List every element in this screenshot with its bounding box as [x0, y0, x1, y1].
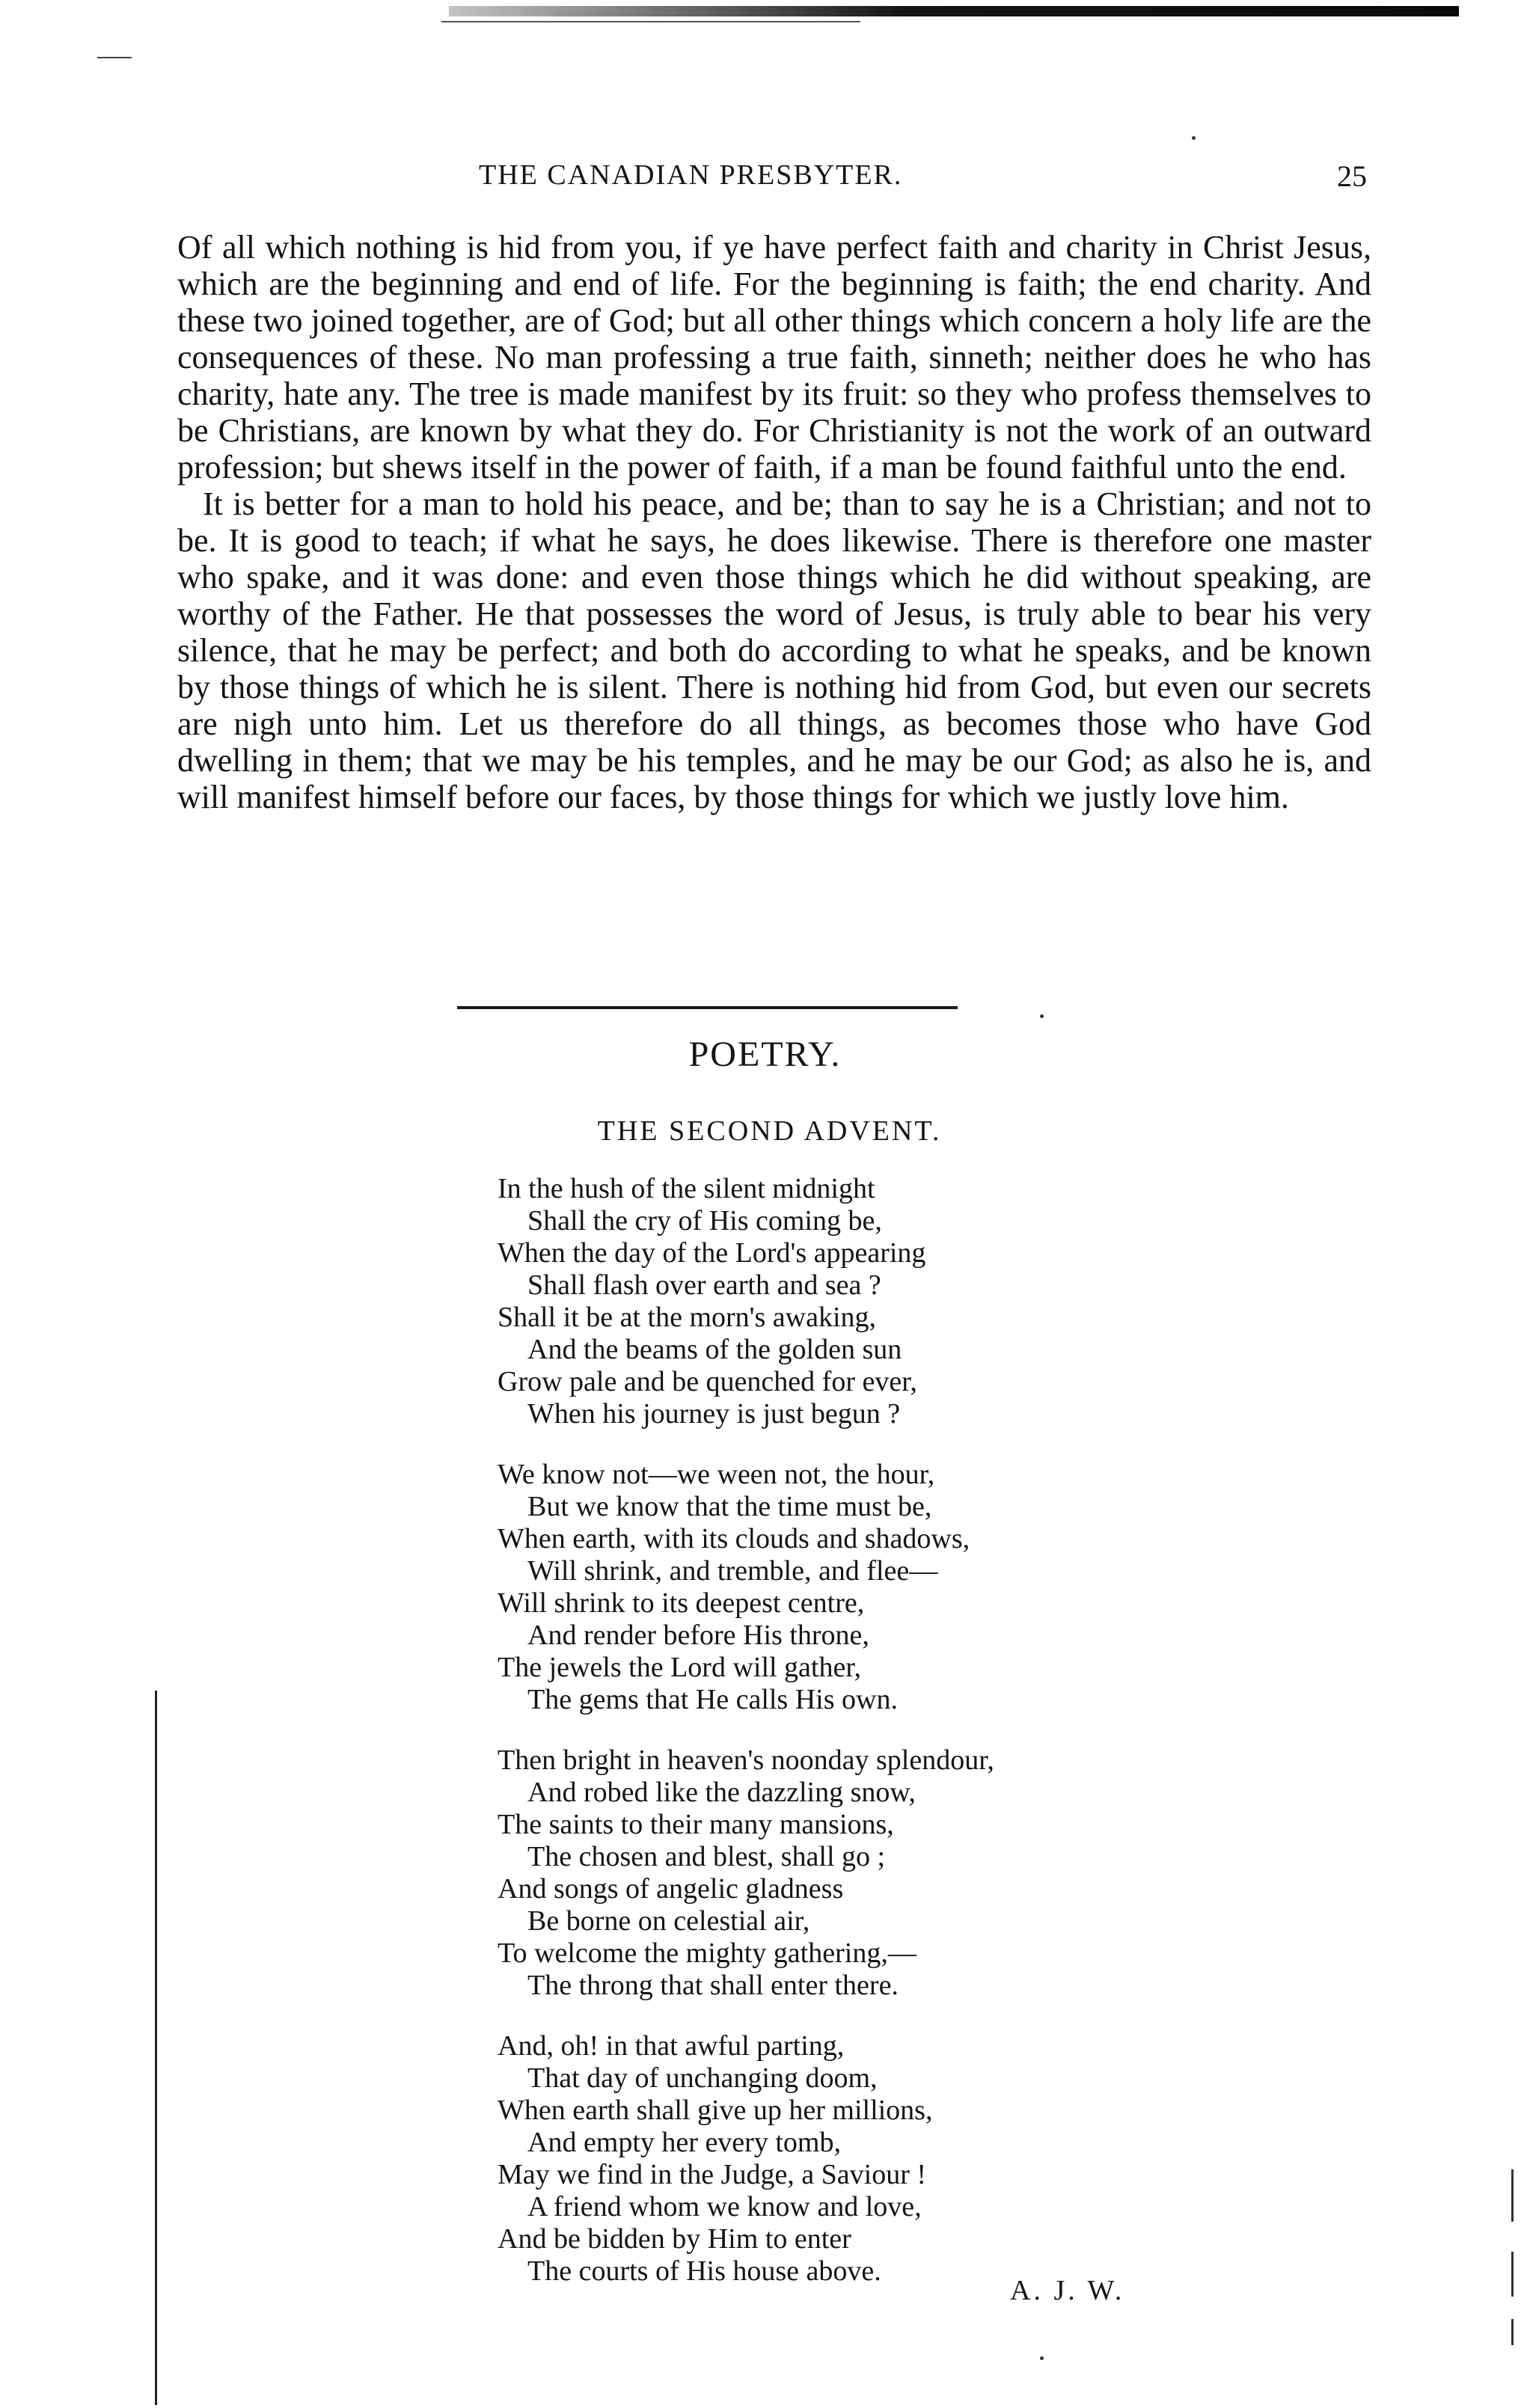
poem-line: That day of unchanging doom, [527, 2062, 878, 2094]
poem [498, 1173, 1321, 2316]
poem-line: When the day of the Lord's appearing [498, 1237, 926, 1269]
print-speck [1040, 2356, 1044, 2360]
poem-line: Shall flash over earth and sea ? [527, 1269, 881, 1301]
poem-line: And empty her every tomb, [527, 2127, 841, 2158]
poem-line: But we know that the time must be, [527, 1491, 932, 1522]
corner-mark [97, 57, 132, 58]
poem-line: And be bidden by Him to enter [498, 2223, 851, 2255]
poem-stanza [498, 2030, 1321, 2288]
poem-line: And, oh! in that awful parting, [498, 2030, 845, 2062]
poem-line: To welcome the mighty gathering,— [498, 1937, 916, 1969]
poem-line: The throng that shall enter there. [527, 1970, 899, 2001]
poem-line: When earth shall give up her millions, [498, 2095, 933, 2126]
poem-line: Will shrink, and tremble, and flee— [527, 1555, 938, 1587]
poem-line: And robed like the dazzling snow, [527, 1777, 916, 1808]
poem-line: And songs of angelic gladness [498, 1873, 844, 1905]
page-number: 25 [1337, 159, 1367, 193]
left-margin-rule [155, 1691, 157, 2405]
prose-paragraph: It is better for a man to hold his peace, and be; than to say he is a Christian; and not to be. It is good to teach; if what he says, he does likewise. There is therefore one master who spake, and it was done: and even those things which he did without speaking, are worthy of the Father. He that possesses the word of Jesus, is truly able to bear his very silence, that he may be perfect; and both do according to what he speaks, and be known by those things of which he is silent. There is nothing hid from God, but even our secrets are nigh unto him. Let us therefore do all things, as becomes those who have God dwelling in them; that we may be his temples, and he may be our God; as also he is, and will manifest himself before our faces, by those things for which we justly love him. [177, 485, 1371, 815]
poem-line: May we find in the Judge, a Saviour ! [498, 2159, 927, 2190]
poem-line: The courts of His house above. [527, 2255, 881, 2287]
poem-line: When his journey is just begun ? [527, 1398, 901, 1430]
running-title: THE CANADIAN PRESBYTER. [479, 159, 903, 191]
poem-line: In the hush of the silent midnight [498, 1173, 875, 1204]
poem-line: Then bright in heaven's noonday splendour, [498, 1744, 994, 1776]
print-speck [1040, 1014, 1044, 1018]
poem-line: And the beams of the golden sun [527, 1334, 902, 1365]
section-heading: POETRY. [688, 1035, 842, 1074]
poem-line: The chosen and blest, shall go ; [527, 1841, 886, 1872]
poem-line: Shall the cry of His coming be, [527, 1205, 882, 1237]
poem-stanza [498, 1173, 1321, 1430]
top-edge-thin-rule [441, 21, 860, 22]
right-margin-marks [1511, 2169, 1516, 2349]
poem-line: The gems that He calls His own. [527, 1684, 898, 1715]
poem-signature: A. J. W. [1010, 2275, 1125, 2306]
poem-line: The saints to their many mansions, [498, 1809, 894, 1840]
print-speck [1192, 136, 1196, 140]
poem-line: Grow pale and be quenched for ever, [498, 1366, 917, 1397]
top-edge-rule [449, 6, 1459, 16]
poem-line: When earth, with its clouds and shadows, [498, 1523, 970, 1554]
poem-line: The jewels the Lord will gather, [498, 1652, 861, 1683]
poem-line: A friend whom we know and love, [527, 2191, 922, 2222]
prose-body [177, 229, 1371, 815]
poem-line: Will shrink to its deepest centre, [498, 1587, 865, 1619]
poem-stanza [498, 1459, 1321, 1716]
prose-paragraph: Of all which nothing is hid from you, if ye have perfect faith and charity in Christ Jesus, which are the beginning and end of life. For the beginning is faith; the end charity. And these two joined together, are of God; but all other things which concern a holy life are the consequences of these. No man professing a true faith, sinneth; neither does he who has charity, hate any. The tree is made manifest by its fruit: so they who profess themselves to be Christians, are known by what they do. For Christianity is not the work of an outward profession; but shews itself in the power of faith, if a man be found faithful unto the end. [177, 229, 1371, 485]
poem-title: THE SECOND ADVENT. [597, 1115, 942, 1147]
poem-line: Be borne on celestial air, [527, 1905, 810, 1937]
section-divider [457, 1006, 958, 1009]
poem-line: And render before His throne, [527, 1620, 869, 1651]
poem-line: We know not—we ween not, the hour, [498, 1459, 935, 1490]
poem-stanza [498, 1744, 1321, 2002]
poem-line: Shall it be at the morn's awaking, [498, 1302, 877, 1333]
